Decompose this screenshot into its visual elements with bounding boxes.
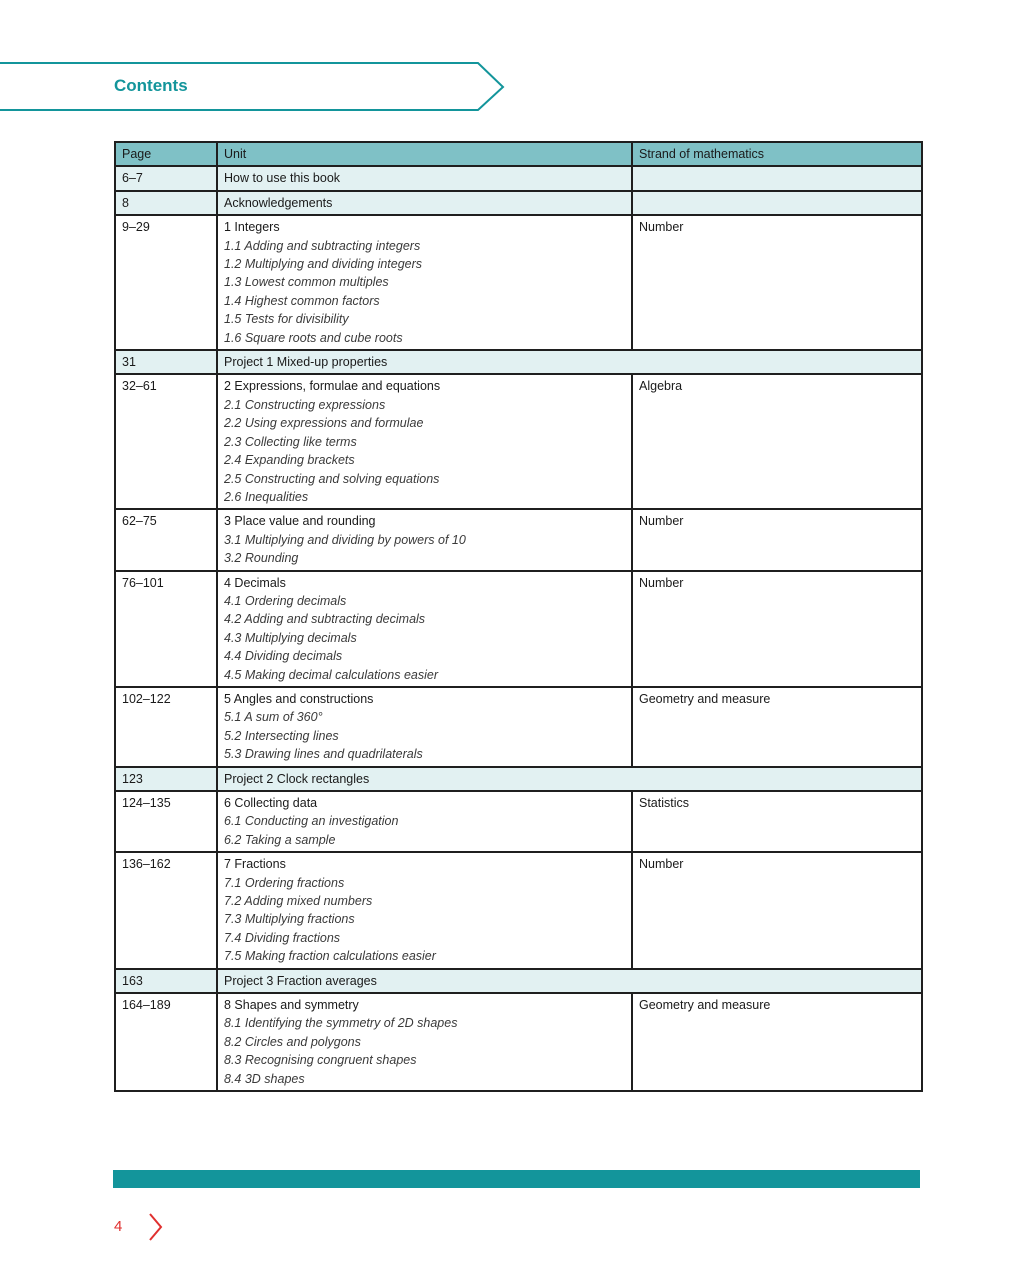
strand-cell [632, 191, 922, 215]
subtopic-item: 1.3 Lowest common multiples [224, 275, 389, 290]
strand-cell: Geometry and measure [632, 687, 922, 767]
unit-cell [217, 350, 922, 374]
subtopic-item: 3.1 Multiplying and dividing by powers of 10 [224, 532, 466, 547]
table-row [115, 215, 922, 350]
strand-cell: Number [632, 509, 922, 570]
page-number: 4 [114, 1218, 123, 1235]
strand-cell: Number [632, 852, 922, 968]
subtopic-item: 2.3 Collecting like terms [224, 434, 357, 449]
unit-title: 5 Angles and constructions [224, 691, 374, 706]
contents-table [114, 141, 923, 1092]
table-row [115, 791, 922, 852]
page-cell: 164–189 [115, 993, 217, 1091]
unit-cell [217, 509, 632, 570]
unit-cell [217, 969, 922, 993]
subtopic-item: 4.1 Ordering decimals [224, 593, 347, 608]
unit-title: How to use this book [224, 171, 341, 186]
subtopic-item: 4.3 Multiplying decimals [224, 630, 357, 645]
subtopic-item: 1.2 Multiplying and dividing integers [224, 257, 423, 272]
subtopic-item: 4.5 Making decimal calculations easier [224, 667, 438, 682]
table-row [115, 852, 922, 968]
subtopic-item: 2.1 Constructing expressions [224, 397, 386, 412]
unit-title: 7 Fractions [224, 857, 286, 872]
table-row [115, 191, 922, 215]
page-cell: 31 [115, 350, 217, 374]
page-cell: 6–7 [115, 166, 217, 190]
strand-cell: Statistics [632, 791, 922, 852]
unit-cell [217, 852, 632, 968]
subtopic-item: 1.4 Highest common factors [224, 293, 380, 308]
table-row [115, 767, 922, 791]
strand-cell [632, 166, 922, 190]
strand-cell: Geometry and measure [632, 993, 922, 1091]
table-row [115, 350, 922, 374]
column-header-page: Page [115, 142, 217, 166]
subtopic-item: 7.4 Dividing fractions [224, 930, 341, 945]
page-cell: 8 [115, 191, 217, 215]
unit-title: Project 2 Clock rectangles [224, 771, 370, 786]
subtopic-item: 2.2 Using expressions and formulae [224, 416, 424, 431]
subtopic-item: 8.2 Circles and polygons [224, 1034, 361, 1049]
unit-title: 3 Place value and rounding [224, 514, 376, 529]
strand-cell: Number [632, 571, 922, 687]
unit-cell [217, 571, 632, 687]
subtopic-item: 7.3 Multiplying fractions [224, 912, 355, 927]
page-cell: 32–61 [115, 374, 217, 509]
table-row [115, 166, 922, 190]
table-row [115, 374, 922, 509]
unit-cell [217, 993, 632, 1091]
unit-title: 6 Collecting data [224, 796, 318, 810]
unit-cell [217, 191, 632, 215]
unit-cell [217, 687, 632, 767]
subtopic-item: 2.5 Constructing and solving equations [224, 471, 440, 486]
table-header-row [115, 142, 922, 166]
unit-cell [217, 166, 632, 190]
subtopic-item: 4.4 Dividing decimals [224, 649, 343, 664]
unit-title: 4 Decimals [224, 575, 286, 590]
unit-title: Project 1 Mixed-up properties [224, 355, 388, 370]
subtopic-item: 5.1 A sum of 360° [224, 710, 323, 725]
unit-title: Project 3 Fraction averages [224, 973, 377, 988]
unit-title: 8 Shapes and symmetry [224, 998, 359, 1013]
table-row [115, 509, 922, 570]
page-cell: 102–122 [115, 687, 217, 767]
footer-bar [113, 1170, 920, 1188]
page-cell: 76–101 [115, 571, 217, 687]
chevron-right-icon [146, 1212, 166, 1242]
subtopic-item: 7.2 Adding mixed numbers [224, 894, 373, 909]
subtopic-item: 8.4 3D shapes [224, 1071, 305, 1086]
table-row [115, 687, 922, 767]
unit-title: Acknowledgements [224, 195, 333, 210]
subtopic-item: 3.2 Rounding [224, 551, 299, 566]
unit-cell [217, 791, 632, 852]
subtopic-item: 2.4 Expanding brackets [224, 453, 355, 468]
subtopic-item: 5.3 Drawing lines and quadrilaterals [224, 747, 423, 762]
subtopic-item: 6.1 Conducting an investigation [224, 814, 399, 829]
page-cell: 123 [115, 767, 217, 791]
subtopic-item: 7.1 Ordering fractions [224, 875, 345, 890]
page-title: Contents [114, 76, 188, 95]
table-row [115, 969, 922, 993]
unit-cell [217, 767, 922, 791]
subtopic-item: 7.5 Making fraction calculations easier [224, 949, 436, 964]
subtopic-item: 1.6 Square roots and cube roots [224, 330, 403, 345]
subtopic-item: 2.6 Inequalities [224, 489, 309, 504]
column-header-unit: Unit [217, 142, 632, 166]
page-cell: 9–29 [115, 215, 217, 350]
subtopic-item: 1.1 Adding and subtracting integers [224, 238, 421, 253]
page-cell: 124–135 [115, 791, 217, 852]
page-cell: 136–162 [115, 852, 217, 968]
strand-cell: Algebra [632, 374, 922, 509]
strand-cell: Number [632, 215, 922, 350]
table-row [115, 993, 922, 1091]
subtopic-item: 1.5 Tests for divisibility [224, 312, 349, 327]
unit-title: 1 Integers [224, 220, 280, 235]
column-header-strand: Strand of mathematics [632, 142, 922, 166]
page-cell: 62–75 [115, 509, 217, 570]
unit-cell [217, 374, 632, 509]
page-cell: 163 [115, 969, 217, 993]
table-row [115, 571, 922, 687]
subtopic-item: 6.2 Taking a sample [224, 832, 336, 847]
subtopic-item: 5.2 Intersecting lines [224, 728, 339, 743]
header-banner [0, 60, 520, 112]
subtopic-item: 8.3 Recognising congruent shapes [224, 1053, 417, 1068]
unit-title: 2 Expressions, formulae and equations [224, 379, 441, 394]
unit-cell [217, 215, 632, 350]
subtopic-item: 8.1 Identifying the symmetry of 2D shapes [224, 1016, 458, 1031]
subtopic-item: 4.2 Adding and subtracting decimals [224, 612, 426, 627]
